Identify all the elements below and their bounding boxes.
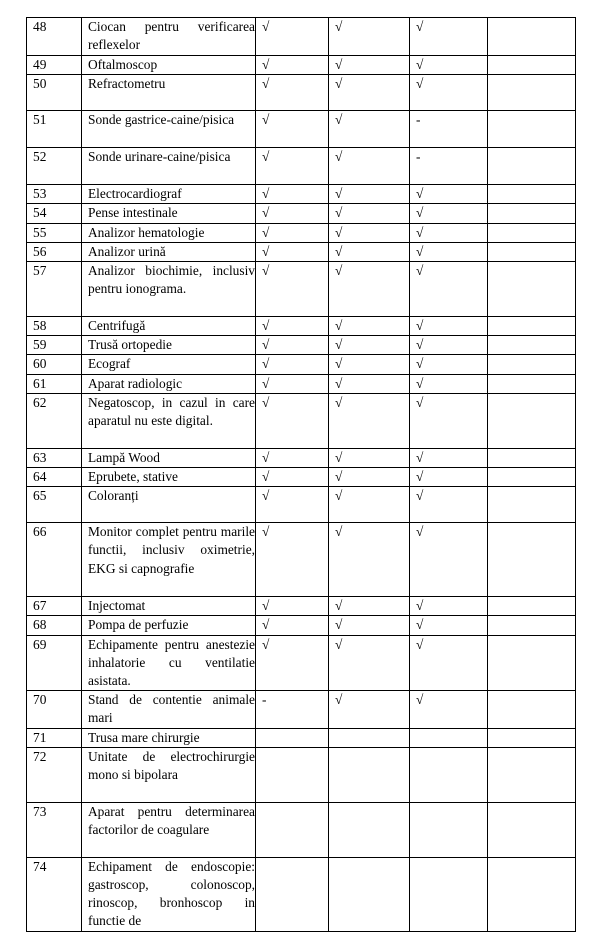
equipment-name: Aparat pentru determinarea factorilor de coagulare <box>82 802 256 857</box>
equipment-name: Sonde gastrice-caine/pisica <box>82 111 256 148</box>
table-row <box>27 18 576 56</box>
mark-col-3 <box>410 747 488 802</box>
mark-col-1: √ <box>256 204 329 223</box>
mark-col-3: √ <box>410 355 488 374</box>
equipment-name: Echipamente pentru anestezie inhalatorie cu ventilatie asistata. <box>82 635 256 691</box>
mark-col-4 <box>488 448 576 467</box>
mark-col-2: √ <box>329 75 410 111</box>
mark-col-2: √ <box>329 374 410 393</box>
mark-col-4 <box>488 487 576 523</box>
table-row <box>27 616 576 635</box>
table-row <box>27 223 576 242</box>
mark-col-4 <box>488 747 576 802</box>
mark-col-3 <box>410 857 488 931</box>
row-number: 53 <box>27 185 82 204</box>
mark-col-3: √ <box>410 393 488 448</box>
row-number: 57 <box>27 262 82 317</box>
row-number: 70 <box>27 691 82 728</box>
mark-col-3: √ <box>410 336 488 355</box>
row-number: 73 <box>27 802 82 857</box>
mark-col-3: - <box>410 111 488 148</box>
mark-col-2: √ <box>329 148 410 185</box>
equipment-name: Trusa mare chirurgie <box>82 728 256 747</box>
mark-col-2: √ <box>329 185 410 204</box>
table-row <box>27 523 576 597</box>
row-number: 63 <box>27 448 82 467</box>
table-row <box>27 802 576 857</box>
mark-col-4 <box>488 336 576 355</box>
mark-col-4 <box>488 75 576 111</box>
table-row <box>27 691 576 728</box>
mark-col-4 <box>488 393 576 448</box>
mark-col-1: √ <box>256 635 329 691</box>
mark-col-4 <box>488 148 576 185</box>
mark-col-3: √ <box>410 691 488 728</box>
mark-col-1: √ <box>256 75 329 111</box>
mark-col-1: √ <box>256 597 329 616</box>
equipment-name: Coloranți <box>82 487 256 523</box>
equipment-name: Lampă Wood <box>82 448 256 467</box>
mark-col-3: √ <box>410 262 488 317</box>
mark-col-4 <box>488 223 576 242</box>
table-row <box>27 728 576 747</box>
table-row <box>27 857 576 931</box>
mark-col-1: √ <box>256 523 329 597</box>
row-number: 67 <box>27 597 82 616</box>
mark-col-1: √ <box>256 616 329 635</box>
mark-col-4 <box>488 857 576 931</box>
table-row <box>27 336 576 355</box>
mark-col-2: √ <box>329 18 410 56</box>
table-row <box>27 204 576 223</box>
table-row <box>27 262 576 317</box>
mark-col-1: √ <box>256 355 329 374</box>
mark-col-3: √ <box>410 448 488 467</box>
mark-col-4 <box>488 18 576 56</box>
equipment-name: Ciocan pentru verificarea reflexelor <box>82 18 256 56</box>
mark-col-1: - <box>256 691 329 728</box>
mark-col-1: √ <box>256 317 329 336</box>
table-row <box>27 487 576 523</box>
mark-col-4 <box>488 468 576 487</box>
mark-col-2: √ <box>329 487 410 523</box>
row-number: 65 <box>27 487 82 523</box>
mark-col-3: √ <box>410 487 488 523</box>
mark-col-2: √ <box>329 597 410 616</box>
mark-col-3: √ <box>410 468 488 487</box>
equipment-name: Refractometru <box>82 75 256 111</box>
table-row <box>27 393 576 448</box>
row-number: 62 <box>27 393 82 448</box>
equipment-name: Oftalmoscop <box>82 56 256 75</box>
table-row <box>27 56 576 75</box>
equipment-name: Echipament de endoscopie: gastroscop, colonoscop, rinoscop, bronhoscop in functie de <box>82 857 256 931</box>
mark-col-3: √ <box>410 242 488 261</box>
row-number: 50 <box>27 75 82 111</box>
equipment-name: Centrifugă <box>82 317 256 336</box>
mark-col-4 <box>488 111 576 148</box>
equipment-name: Pompa de perfuzie <box>82 616 256 635</box>
mark-col-3: √ <box>410 523 488 597</box>
mark-col-1: √ <box>256 18 329 56</box>
equipment-name: Electrocardiograf <box>82 185 256 204</box>
mark-col-3: √ <box>410 185 488 204</box>
mark-col-2: √ <box>329 317 410 336</box>
row-number: 68 <box>27 616 82 635</box>
mark-col-4 <box>488 204 576 223</box>
equipment-name: Eprubete, stative <box>82 468 256 487</box>
mark-col-2: √ <box>329 111 410 148</box>
table-row <box>27 597 576 616</box>
mark-col-2 <box>329 747 410 802</box>
mark-col-3: √ <box>410 635 488 691</box>
equipment-name: Monitor complet pentru marile functii, inclusiv oximetrie, EKG si capnografie <box>82 523 256 597</box>
mark-col-3: - <box>410 148 488 185</box>
equipment-name: Analizor biochimie, inclusiv pentru ionograma. <box>82 262 256 317</box>
equipment-name: Trusă ortopedie <box>82 336 256 355</box>
mark-col-1: √ <box>256 56 329 75</box>
mark-col-4 <box>488 597 576 616</box>
equipment-name: Analizor hematologie <box>82 223 256 242</box>
table-row <box>27 242 576 261</box>
mark-col-3 <box>410 728 488 747</box>
mark-col-3: √ <box>410 374 488 393</box>
equipment-name: Ecograf <box>82 355 256 374</box>
table-row <box>27 448 576 467</box>
equipment-name: Analizor urină <box>82 242 256 261</box>
mark-col-3: √ <box>410 223 488 242</box>
mark-col-1: √ <box>256 448 329 467</box>
mark-col-2: √ <box>329 56 410 75</box>
mark-col-2: √ <box>329 204 410 223</box>
mark-col-4 <box>488 802 576 857</box>
mark-col-2: √ <box>329 262 410 317</box>
table-row <box>27 374 576 393</box>
mark-col-1: √ <box>256 393 329 448</box>
mark-col-2: √ <box>329 616 410 635</box>
equipment-name: Sonde urinare-caine/pisica <box>82 148 256 185</box>
mark-col-4 <box>488 262 576 317</box>
row-number: 69 <box>27 635 82 691</box>
equipment-name: Aparat radiologic <box>82 374 256 393</box>
mark-col-1 <box>256 857 329 931</box>
row-number: 54 <box>27 204 82 223</box>
row-number: 55 <box>27 223 82 242</box>
row-number: 72 <box>27 747 82 802</box>
mark-col-3: √ <box>410 317 488 336</box>
table-row <box>27 635 576 691</box>
mark-col-3 <box>410 802 488 857</box>
mark-col-1: √ <box>256 185 329 204</box>
mark-col-1: √ <box>256 374 329 393</box>
mark-col-1: √ <box>256 242 329 261</box>
table-row <box>27 75 576 111</box>
mark-col-1 <box>256 802 329 857</box>
mark-col-2 <box>329 857 410 931</box>
row-number: 64 <box>27 468 82 487</box>
row-number: 71 <box>27 728 82 747</box>
mark-col-1: √ <box>256 223 329 242</box>
mark-col-4 <box>488 523 576 597</box>
row-number: 61 <box>27 374 82 393</box>
equipment-name: Unitate de electrochirurgie mono si bipolara <box>82 747 256 802</box>
mark-col-3: √ <box>410 616 488 635</box>
equipment-name: Stand de contentie animale mari <box>82 691 256 728</box>
mark-col-1: √ <box>256 111 329 148</box>
mark-col-2: √ <box>329 223 410 242</box>
mark-col-2: √ <box>329 468 410 487</box>
table-row <box>27 111 576 148</box>
row-number: 56 <box>27 242 82 261</box>
row-number: 60 <box>27 355 82 374</box>
equipment-name: Negatoscop, in cazul in care aparatul nu este digital. <box>82 393 256 448</box>
row-number: 74 <box>27 857 82 931</box>
equipment-name: Pense intestinale <box>82 204 256 223</box>
mark-col-4 <box>488 56 576 75</box>
table-row <box>27 747 576 802</box>
mark-col-2: √ <box>329 393 410 448</box>
mark-col-1: √ <box>256 148 329 185</box>
mark-col-1: √ <box>256 262 329 317</box>
mark-col-4 <box>488 355 576 374</box>
mark-col-2: √ <box>329 336 410 355</box>
row-number: 58 <box>27 317 82 336</box>
row-number: 52 <box>27 148 82 185</box>
mark-col-1: √ <box>256 336 329 355</box>
mark-col-4 <box>488 242 576 261</box>
mark-col-2 <box>329 728 410 747</box>
mark-col-1: √ <box>256 487 329 523</box>
table-row <box>27 185 576 204</box>
mark-col-3: √ <box>410 75 488 111</box>
row-number: 49 <box>27 56 82 75</box>
mark-col-2: √ <box>329 691 410 728</box>
row-number: 51 <box>27 111 82 148</box>
equipment-name: Injectomat <box>82 597 256 616</box>
mark-col-4 <box>488 185 576 204</box>
mark-col-4 <box>488 691 576 728</box>
table-row <box>27 148 576 185</box>
mark-col-4 <box>488 728 576 747</box>
row-number: 48 <box>27 18 82 56</box>
table-row <box>27 317 576 336</box>
row-number: 59 <box>27 336 82 355</box>
mark-col-4 <box>488 616 576 635</box>
mark-col-2: √ <box>329 242 410 261</box>
mark-col-1 <box>256 728 329 747</box>
mark-col-3: √ <box>410 56 488 75</box>
mark-col-4 <box>488 635 576 691</box>
table-row <box>27 355 576 374</box>
mark-col-1 <box>256 747 329 802</box>
mark-col-2 <box>329 802 410 857</box>
row-number: 66 <box>27 523 82 597</box>
mark-col-4 <box>488 317 576 336</box>
equipment-table <box>26 17 576 932</box>
mark-col-4 <box>488 374 576 393</box>
table-row <box>27 468 576 487</box>
mark-col-3: √ <box>410 204 488 223</box>
mark-col-2: √ <box>329 355 410 374</box>
mark-col-2: √ <box>329 523 410 597</box>
mark-col-2: √ <box>329 448 410 467</box>
mark-col-3: √ <box>410 18 488 56</box>
mark-col-3: √ <box>410 597 488 616</box>
mark-col-1: √ <box>256 468 329 487</box>
mark-col-2: √ <box>329 635 410 691</box>
